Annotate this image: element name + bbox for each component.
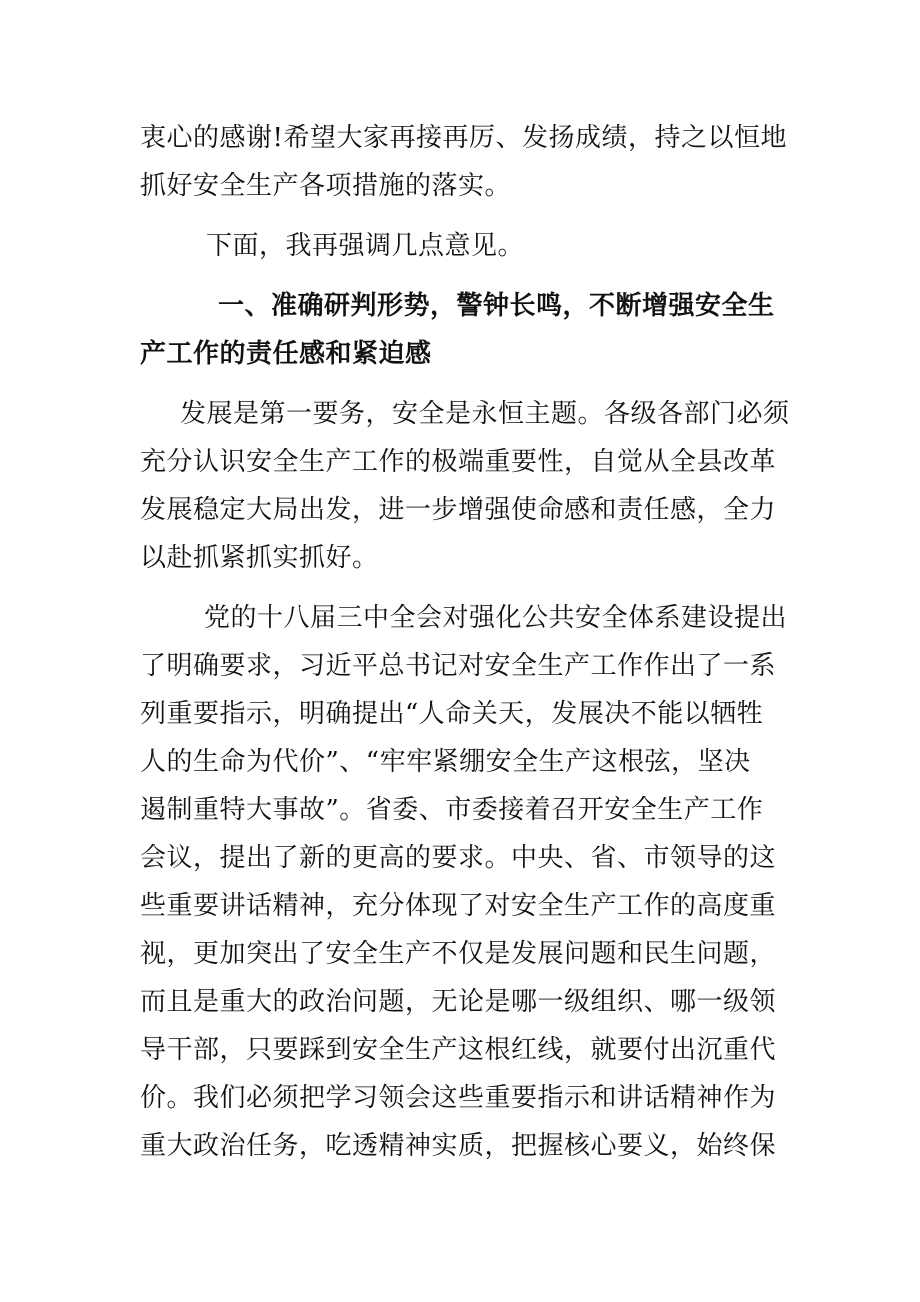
paragraph-line: 抓好安全生产各项措施的落实。 <box>140 171 512 201</box>
paragraph-line: 重大政治任务，吃透精神实质，把握核心要义，始终保 <box>140 1131 777 1161</box>
paragraph-line: 充分认识安全生产工作的极端重要性，自觉从全县改革 <box>140 447 777 477</box>
paragraph-line: 视，更加突出了安全生产不仅是发展问题和民生问题， <box>140 939 777 969</box>
paragraph-line: 党的十八届三中全会对强化公共安全体系建设提出 <box>204 603 788 633</box>
paragraph-line: 发展稳定大局出发，进一步增强使命感和责任感，全力 <box>140 495 777 525</box>
paragraph-line: 下面，我再强调几点意见。 <box>206 231 525 261</box>
paragraph-line: 人的生命为代价”、“牢牢紧绷安全生产这根弦，坚决 <box>140 747 751 777</box>
paragraph-line: 而且是重大的政治问题，无论是哪一级组织、哪一级领 <box>140 987 777 1017</box>
section-heading-line: 产工作的责任感和紧迫感 <box>140 339 432 369</box>
paragraph-line: 会议，提出了新的更高的要求。中央、省、市领导的这 <box>140 843 777 873</box>
paragraph-line: 导干部，只要踩到安全生产这根红线，就要付出沉重代 <box>140 1035 777 1065</box>
paragraph-line: 衷心的感谢!希望大家再接再厉、发扬成绩，持之以恒地 <box>140 123 787 153</box>
paragraph-line: 遏制重特大事故”。省委、市委接着召开安全生产工作 <box>140 795 764 825</box>
paragraph-line: 列重要指示，明确提出“人命关天，发展决不能以牺牲 <box>140 699 764 729</box>
paragraph-line: 了明确要求，习近平总书记对安全生产工作作出了一系 <box>140 651 777 681</box>
paragraph-line: 以赴抓紧抓实抓好。 <box>140 543 379 573</box>
paragraph-line: 些重要讲话精神，充分体现了对安全生产工作的高度重 <box>140 891 777 921</box>
section-heading-line: 一、准确研判形势，警钟长鸣，不断增强安全生 <box>218 291 775 321</box>
paragraph-line: 价。我们必须把学习领会这些重要指示和讲话精神作为 <box>140 1083 777 1113</box>
paragraph-line: 发展是第一要务，安全是永恒主题。各级各部门必须 <box>180 399 790 429</box>
